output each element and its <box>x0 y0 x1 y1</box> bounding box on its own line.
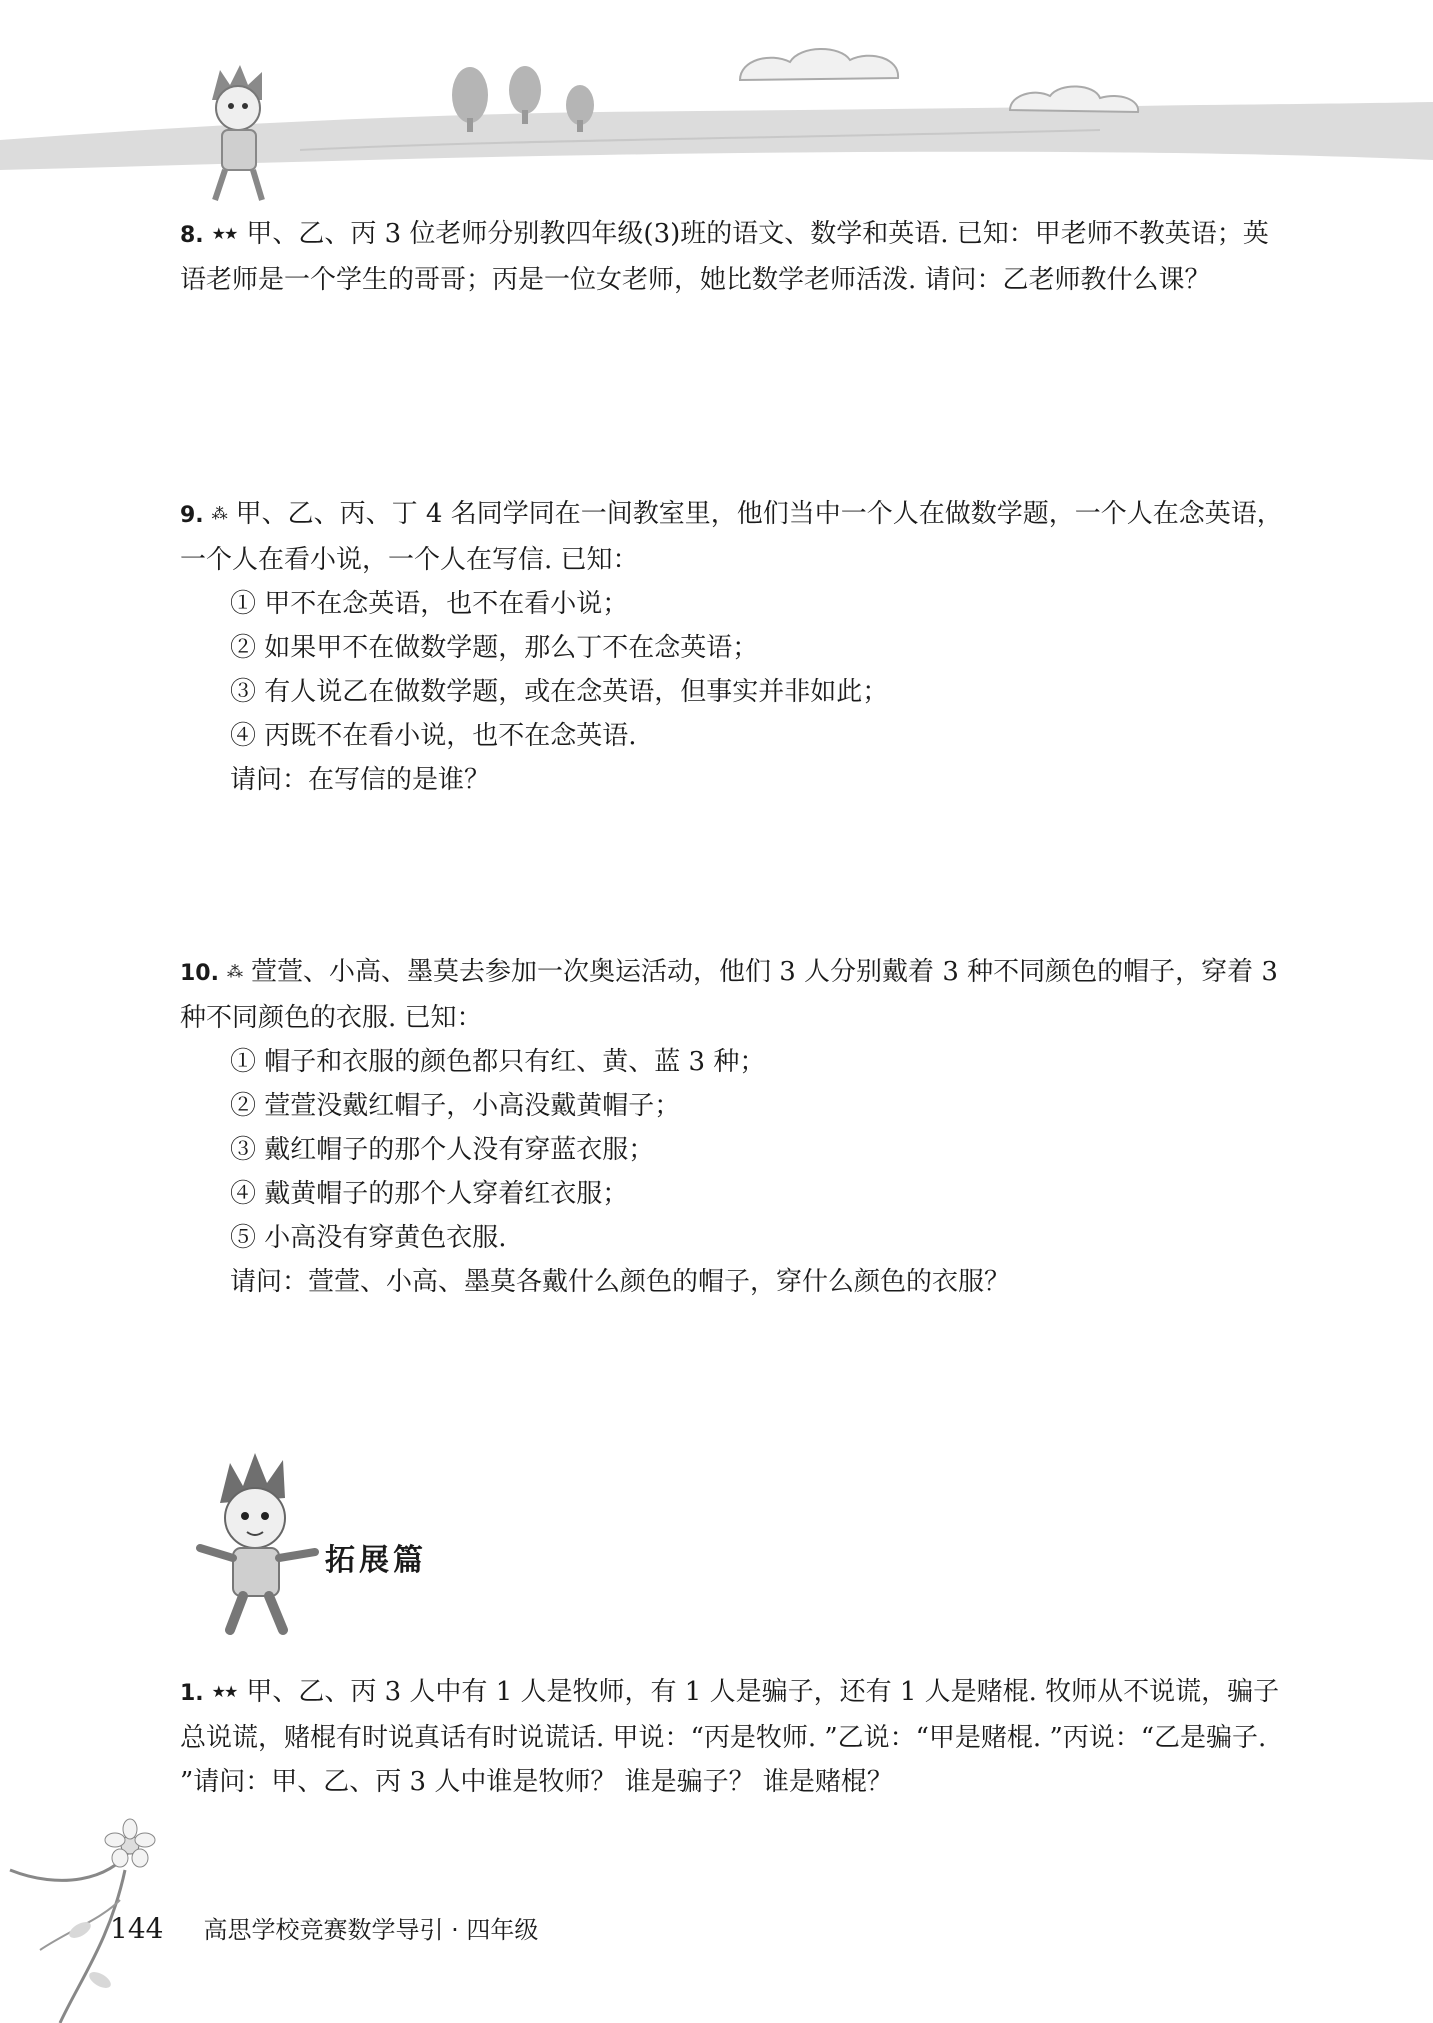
condition-item: ① 帽子和衣服的颜色都只有红、黄、蓝 3 种； <box>230 1047 766 1077</box>
problem-statement <box>180 492 1290 582</box>
problem-number: 10. <box>180 961 219 986</box>
problem-9 <box>180 492 1290 802</box>
extension-problem-1 <box>180 1670 1290 1804</box>
cloud-icon <box>740 49 898 80</box>
condition-item: ② 萱萱没戴红帽子，小高没戴黄帽子； <box>230 1091 681 1121</box>
condition-item: ④ 丙既不在看小说，也不在念英语. <box>230 721 637 751</box>
section-mascot-icon <box>185 1448 335 1638</box>
page-footer <box>110 1910 538 1945</box>
condition-item: ④ 戴黄帽子的那个人穿着红衣服； <box>230 1179 629 1209</box>
problem-question: 请问：萱萱、小高、墨莫各戴什么颜色的帽子，穿什么颜色的衣服？ <box>230 1267 1011 1297</box>
problem-number: 9. <box>180 503 204 528</box>
problem-text: 甲、乙、丙 3 人中有 1 人是牧师，有 1 人是骗子，还有 1 人是赌棍. 牧师从不说谎，骗子总说谎，赌棍有时说真话有时说谎话. 甲说：“丙是牧师. ”乙说：“甲是赌棍. ”丙说：“乙是骗子. ”请问：甲、乙、丙 3 人中谁是牧师？ 谁是骗子？ 谁是赌棍？ <box>180 1677 1280 1797</box>
problem-number: 8. <box>180 223 204 248</box>
problem-question: 请问：在写信的是谁？ <box>230 765 491 795</box>
condition-item: ① 甲不在念英语，也不在看小说； <box>230 589 629 619</box>
problem-10 <box>180 950 1290 1304</box>
problem-statement <box>180 950 1290 1040</box>
page-number: 144 <box>110 1912 164 1945</box>
problem-text: 甲、乙、丙 3 位老师分别教四年级(3)班的语文、数学和英语. 已知：甲老师不教英语；英语老师是一个学生的哥哥；丙是一位女老师，她比数学老师活泼. 请问：乙老师教什么课？ <box>180 219 1269 295</box>
difficulty-stars-icon: ★★ <box>211 224 237 243</box>
problem-statement <box>180 212 1290 302</box>
condition-item: ③ 有人说乙在做数学题，或在念英语，但事实并非如此； <box>230 677 889 707</box>
condition-item: ⑤ 小高没有穿黄色衣服. <box>230 1223 507 1253</box>
header-landscape-illustration <box>0 0 1433 220</box>
difficulty-stars-icon: ⁂ <box>226 962 241 981</box>
problem-text: 萱萱、小高、墨莫去参加一次奥运活动，他们 3 人分别戴着 3 种不同颜色的帽子，穿着 3 种不同颜色的衣服. 已知： <box>180 957 1278 1033</box>
problem-number: 1. <box>180 1681 204 1706</box>
condition-item: ③ 戴红帽子的那个人没有穿蓝衣服； <box>230 1135 655 1165</box>
cloud-icon <box>1010 86 1138 112</box>
problem-statement <box>180 1670 1290 1804</box>
difficulty-stars-icon: ⁂ <box>211 504 226 523</box>
problem-8 <box>180 212 1290 302</box>
condition-item: ② 如果甲不在做数学题，那么丁不在念英语； <box>230 633 759 663</box>
section-title: 拓展篇 <box>325 1543 427 1578</box>
book-title: 高思学校竞赛数学导引 · 四年级 <box>203 1916 539 1944</box>
difficulty-stars-icon: ★★ <box>211 1682 237 1701</box>
problem-text: 甲、乙、丙、丁 4 名同学同在一间教室里，他们当中一个人在做数学题，一个人在念英语，一个人在看小说，一个人在写信. 已知： <box>180 499 1283 575</box>
